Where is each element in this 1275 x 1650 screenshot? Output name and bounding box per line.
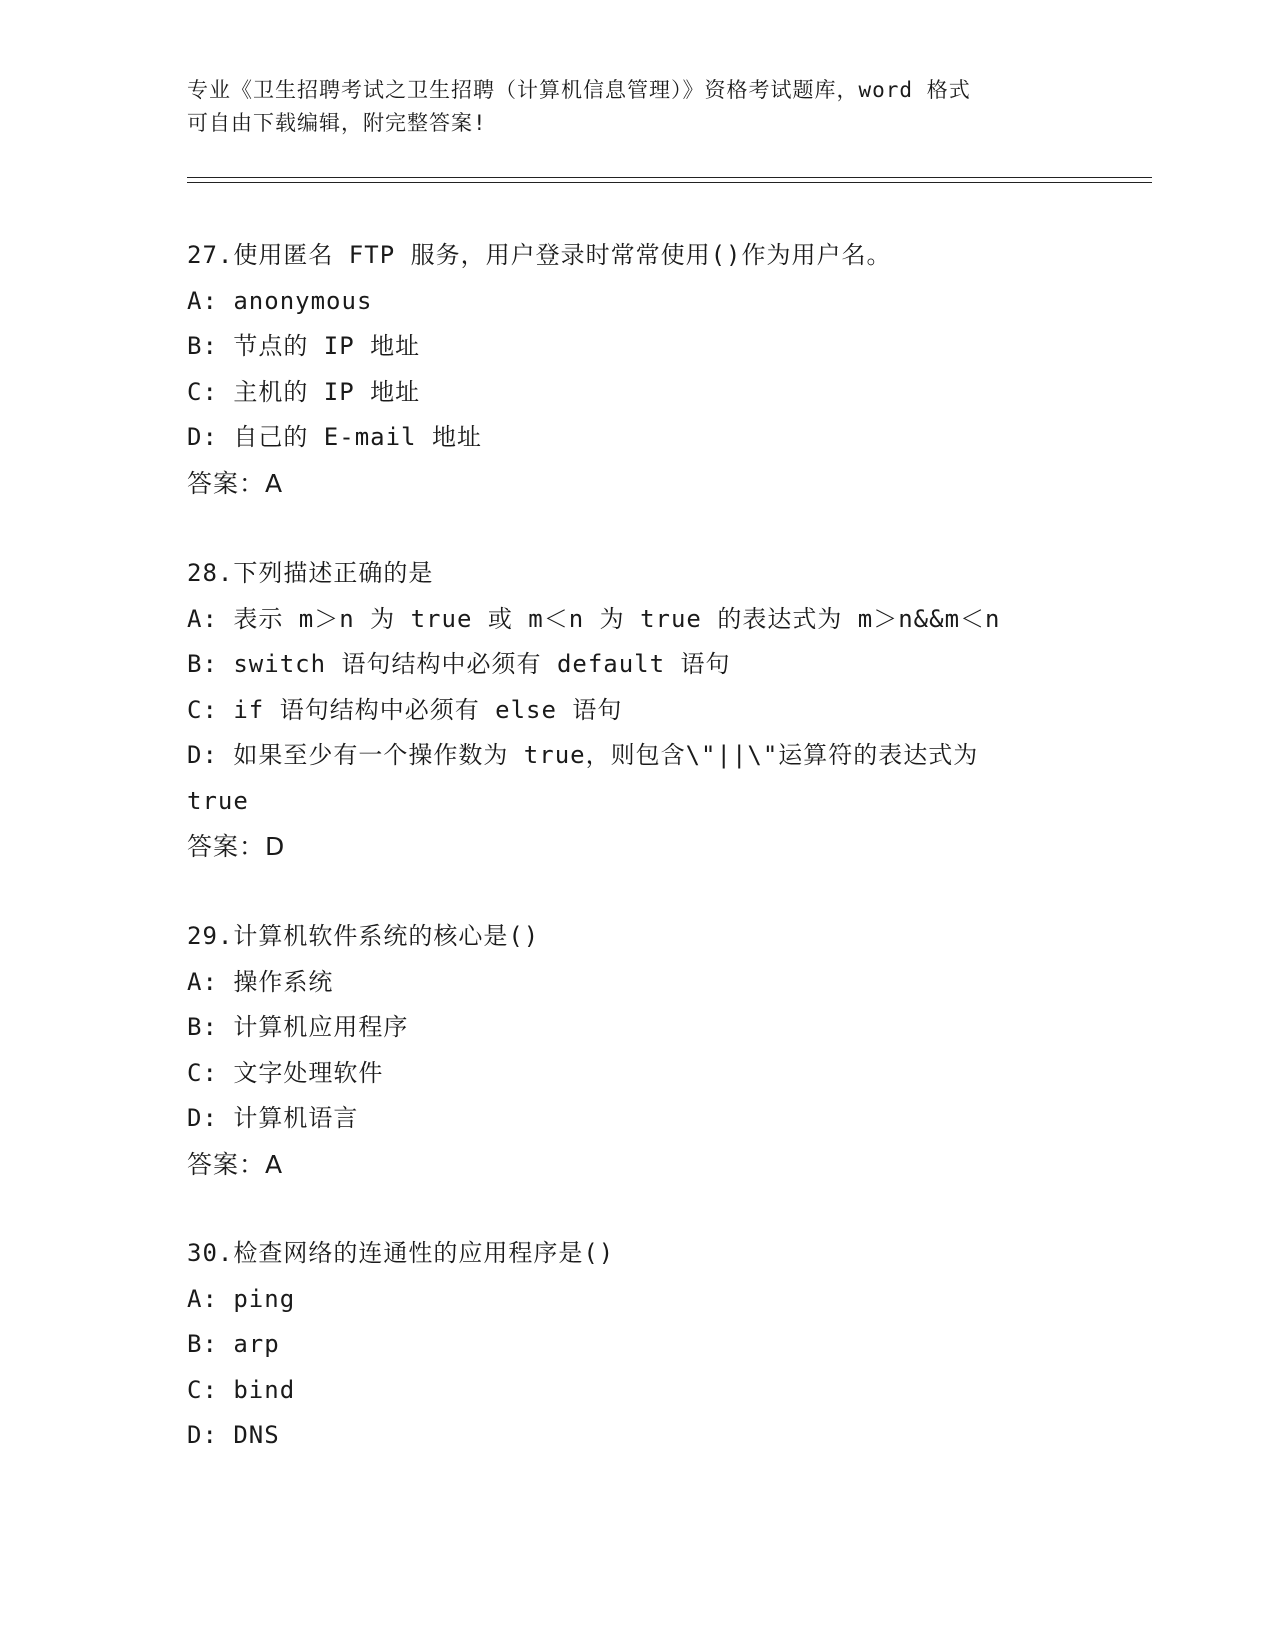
option-a: A: 操作系统 <box>187 967 334 996</box>
option-a: A: anonymous <box>187 286 373 315</box>
question-stem: 27.使用匿名 FTP 服务，用户登录时常常使用()作为用户名。 <box>187 241 892 269</box>
document-header <box>187 74 1087 140</box>
header-line-2: 可自由下载编辑，附完整答案! <box>187 111 487 135</box>
option-b: B: arp <box>187 1330 280 1358</box>
option-c: C: 主机的 IP 地址 <box>187 377 421 406</box>
answer-label: 答案：A <box>187 1149 284 1179</box>
option-a: A: 表示 m＞n 为 true 或 m＜n 为 true 的表达式为 m＞n&&m＜n <box>187 604 1001 633</box>
option-d-continuation: true <box>187 786 249 815</box>
answer-label: 答案：D <box>187 832 286 861</box>
question-27 <box>187 233 1067 506</box>
option-b: B: 计算机应用程序 <box>187 1013 409 1041</box>
option-d: D: 如果至少有一个操作数为 true，则包含\"||\"运算符的表达式为 <box>187 741 979 769</box>
option-c: C: if 语句结构中必须有 else 语句 <box>187 695 623 724</box>
question-stem: 28.下列描述正确的是 <box>187 559 434 587</box>
question-stem: 30.检查网络的连通性的应用程序是() <box>187 1239 615 1267</box>
option-c: C: bind <box>187 1375 296 1404</box>
header-rule-top <box>187 177 1152 178</box>
option-d: D: 自己的 E-mail 地址 <box>187 423 482 451</box>
question-stem: 29.计算机软件系统的核心是() <box>187 922 540 950</box>
header-rule-bottom <box>187 182 1152 183</box>
header-line-1: 专业《卫生招聘考试之卫生招聘（计算机信息管理）》资格考试题库，word 格式 <box>187 78 971 102</box>
option-c: C: 文字处理软件 <box>187 1058 384 1087</box>
answer-label: 答案：A <box>187 468 284 498</box>
option-d: D: DNS <box>187 1421 280 1449</box>
option-d: D: 计算机语言 <box>187 1104 359 1132</box>
option-b: B: switch 语句结构中必须有 default 语句 <box>187 650 731 678</box>
question-28 <box>187 551 1067 869</box>
option-a: A: ping <box>187 1284 296 1313</box>
question-29 <box>187 914 1067 1187</box>
option-b: B: 节点的 IP 地址 <box>187 332 421 360</box>
question-30 <box>187 1231 1067 1459</box>
